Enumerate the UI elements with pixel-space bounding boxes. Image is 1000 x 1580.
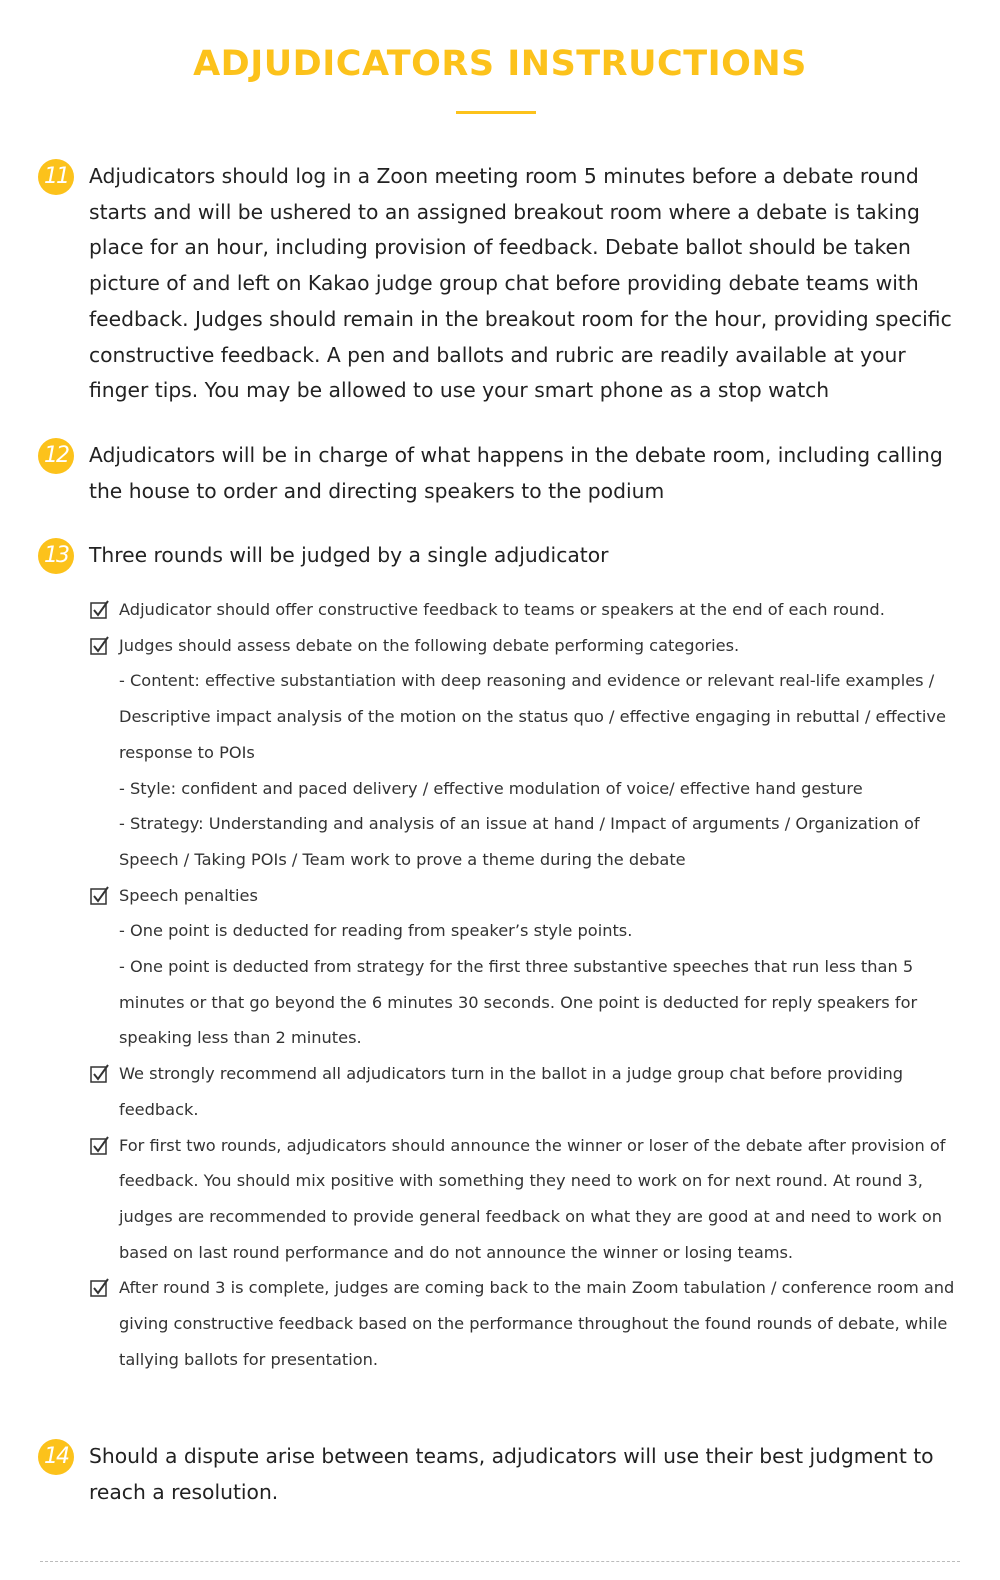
checkbox-checked-icon [90, 886, 109, 905]
checklist-text: Speech penalties [119, 885, 258, 905]
checklist-text: After round 3 is complete, judges are coming back to the main Zoom tabulation / conference room and giving constructive feedback based on the performance throughout the found rounds of debate, while tallying ballots for presentation. [119, 1278, 955, 1369]
checklist-item [90, 1270, 960, 1377]
checklist-text: Adjudicator should offer constructive feedback to teams or speakers at the end of each round. [119, 600, 885, 619]
item-number-badge: 13 [38, 538, 74, 574]
checkbox-checked-icon [90, 600, 109, 619]
instruction-text: Adjudicators will be in charge of what happens in the debate room, including calling the house to order and directing speakers to the podium [89, 443, 943, 503]
footer-divider [40, 1561, 960, 1562]
judging-checklist [90, 592, 960, 1377]
checklist-detail: - One point is deducted from strategy for the first three substantive speeches that run less than 5 minutes or that go beyond the 6 minutes 30 seconds. One point is deducted for reply speakers for speaking less than 2 minutes. [119, 957, 918, 1048]
checkbox-checked-icon [90, 1136, 109, 1155]
checklist-detail: - Style: confident and paced delivery / effective modulation of voice/ effective hand gesture [119, 778, 863, 798]
checklist-detail: - One point is deducted for reading from speaker’s style points. [119, 921, 633, 941]
checkbox-checked-icon [90, 1278, 109, 1297]
checkbox-checked-icon [90, 1064, 109, 1083]
page-title: ADJUDICATORS INSTRUCTIONS [193, 44, 807, 84]
title-underline [456, 111, 536, 114]
item-number-badge: 11 [38, 159, 74, 195]
checklist-item [90, 878, 960, 1057]
checklist-item [90, 592, 960, 628]
checklist-detail: - Content: effective substantiation with deep reasoning and evidence or relevant real-life examples / Descriptive impact analysis of the motion on the status quo / effective engaging in rebuttal / effective response to POIs [119, 671, 946, 762]
checklist-item [90, 628, 960, 878]
item-number-badge: 12 [38, 438, 74, 474]
checklist-detail: - Strategy: Understanding and analysis of an issue at hand / Impact of arguments / Organization of Speech / Taking POIs / Team work to prove a theme during the debate [119, 814, 920, 869]
instruction-text: Adjudicators should log in a Zoon meeting room 5 minutes before a debate round starts and will be ushered to an assigned breakout room where a debate is taking place for an hour, including provision of feedback. Debate ballot should be taken picture of and left on Kakao judge group chat before providing debate teams with feedback. Judges should remain in the breakout room for the hour, providing specific constructive feedback. A pen and ballots and rubric are readily available at your finger tips. You may be allowed to use your smart phone as a stop watch [89, 164, 952, 403]
checklist-text: We strongly recommend all adjudicators turn in the ballot in a judge group chat before providing feedback. [119, 1064, 904, 1119]
instruction-text: Should a dispute arise between teams, adjudicators will use their best judgment to reach a resolution. [89, 1444, 934, 1504]
checklist-text: Judges should assess debate on the following debate performing categories. [119, 635, 740, 655]
checklist-item [90, 1128, 960, 1271]
checkbox-checked-icon [90, 636, 109, 655]
item-number-badge: 14 [38, 1439, 74, 1475]
checklist-item [90, 1056, 960, 1127]
checklist-text: For first two rounds, adjudicators should announce the winner or loser of the debate after provision of feedback. You should mix positive with something they need to work on for next round. At round 3, judges are recommended to provide general feedback on what they are good at and need to work on based on last round performance and do not announce the winner or losing teams. [119, 1135, 946, 1262]
instruction-text: Three rounds will be judged by a single adjudicator [89, 543, 609, 567]
